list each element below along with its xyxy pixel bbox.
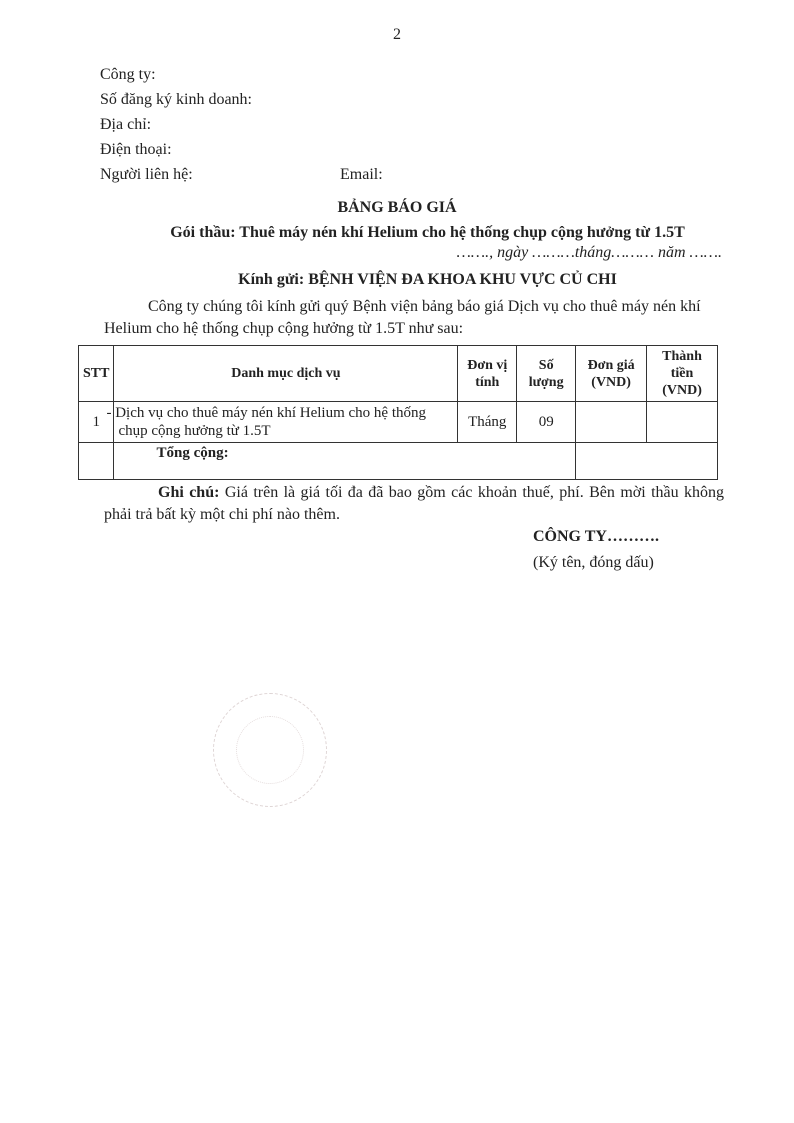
cell-quantity: 09 — [517, 402, 576, 443]
intro-paragraph: Công ty chúng tôi kính gửi quý Bệnh viện bảng báo giá Dịch vụ cho thuê máy nén khí Helium cho hệ thống chụp cộng hưởng từ 1.5T như sau: — [104, 298, 701, 337]
recipient-label: Kính gửi: — [238, 271, 305, 288]
total-empty-cell — [79, 443, 114, 480]
contact-person-field: Người liên hệ: — [100, 166, 193, 183]
note-text: Giá trên là giá tối đa đã bao gồm các khoản thuế, phí. Bên mời thầu không phải trả bất kỳ một chi phí nào thêm. — [104, 484, 725, 523]
cell-total — [647, 402, 718, 443]
email-field: Email: — [340, 166, 383, 183]
cell-unit-price — [576, 402, 647, 443]
table-header-row — [79, 346, 718, 402]
recipient-line — [0, 271, 794, 289]
recipient-name: BỆNH VIỆN ĐA KHOA KHU VỰC CỦ CHI — [308, 271, 617, 288]
company-field: Công ty: — [100, 66, 156, 83]
faded-seal-stamp — [213, 693, 327, 807]
header-total: Thành tiền (VND) — [647, 346, 718, 402]
date-line: ……., ngày ………tháng……… năm ……. — [456, 244, 722, 261]
address-field: Địa chỉ: — [100, 116, 152, 133]
page-number: 2 — [393, 26, 401, 43]
document-title: BẢNG BÁO GIÁ — [337, 199, 457, 216]
cell-service: - Dịch vụ cho thuê máy nén khí Helium cho hệ thống chụp cộng hưởng từ 1.5T — [114, 402, 458, 443]
header-unit: Đơn vị tính — [458, 346, 517, 402]
header-stt: STT — [79, 346, 114, 402]
header-unit-price: Đơn giá (VND) — [576, 346, 647, 402]
cell-unit: Tháng — [458, 402, 517, 443]
total-row — [79, 443, 718, 480]
total-label: Tổng cộng: — [114, 443, 576, 480]
package-line — [0, 224, 794, 242]
note-paragraph — [104, 482, 724, 526]
business-registration-field: Số đăng ký kinh doanh: — [100, 91, 252, 108]
quotation-table — [78, 345, 718, 480]
signature-instruction: (Ký tên, đóng dấu) — [533, 554, 654, 571]
package-name: Thuê máy nén khí Helium cho hệ thống chụp cộng hưởng từ 1.5T — [239, 224, 685, 241]
header-service: Danh mục dịch vụ — [114, 346, 458, 402]
package-label: Gói thầu: — [170, 224, 236, 241]
header-quantity: Số lượng — [517, 346, 576, 402]
signature-company: CÔNG TY………. — [533, 528, 659, 545]
total-value-cell — [576, 443, 718, 480]
cell-stt: 1 — [79, 402, 114, 443]
note-label: Ghi chú: — [158, 484, 220, 501]
table-row — [79, 402, 718, 443]
phone-field: Điện thoại: — [100, 141, 172, 158]
